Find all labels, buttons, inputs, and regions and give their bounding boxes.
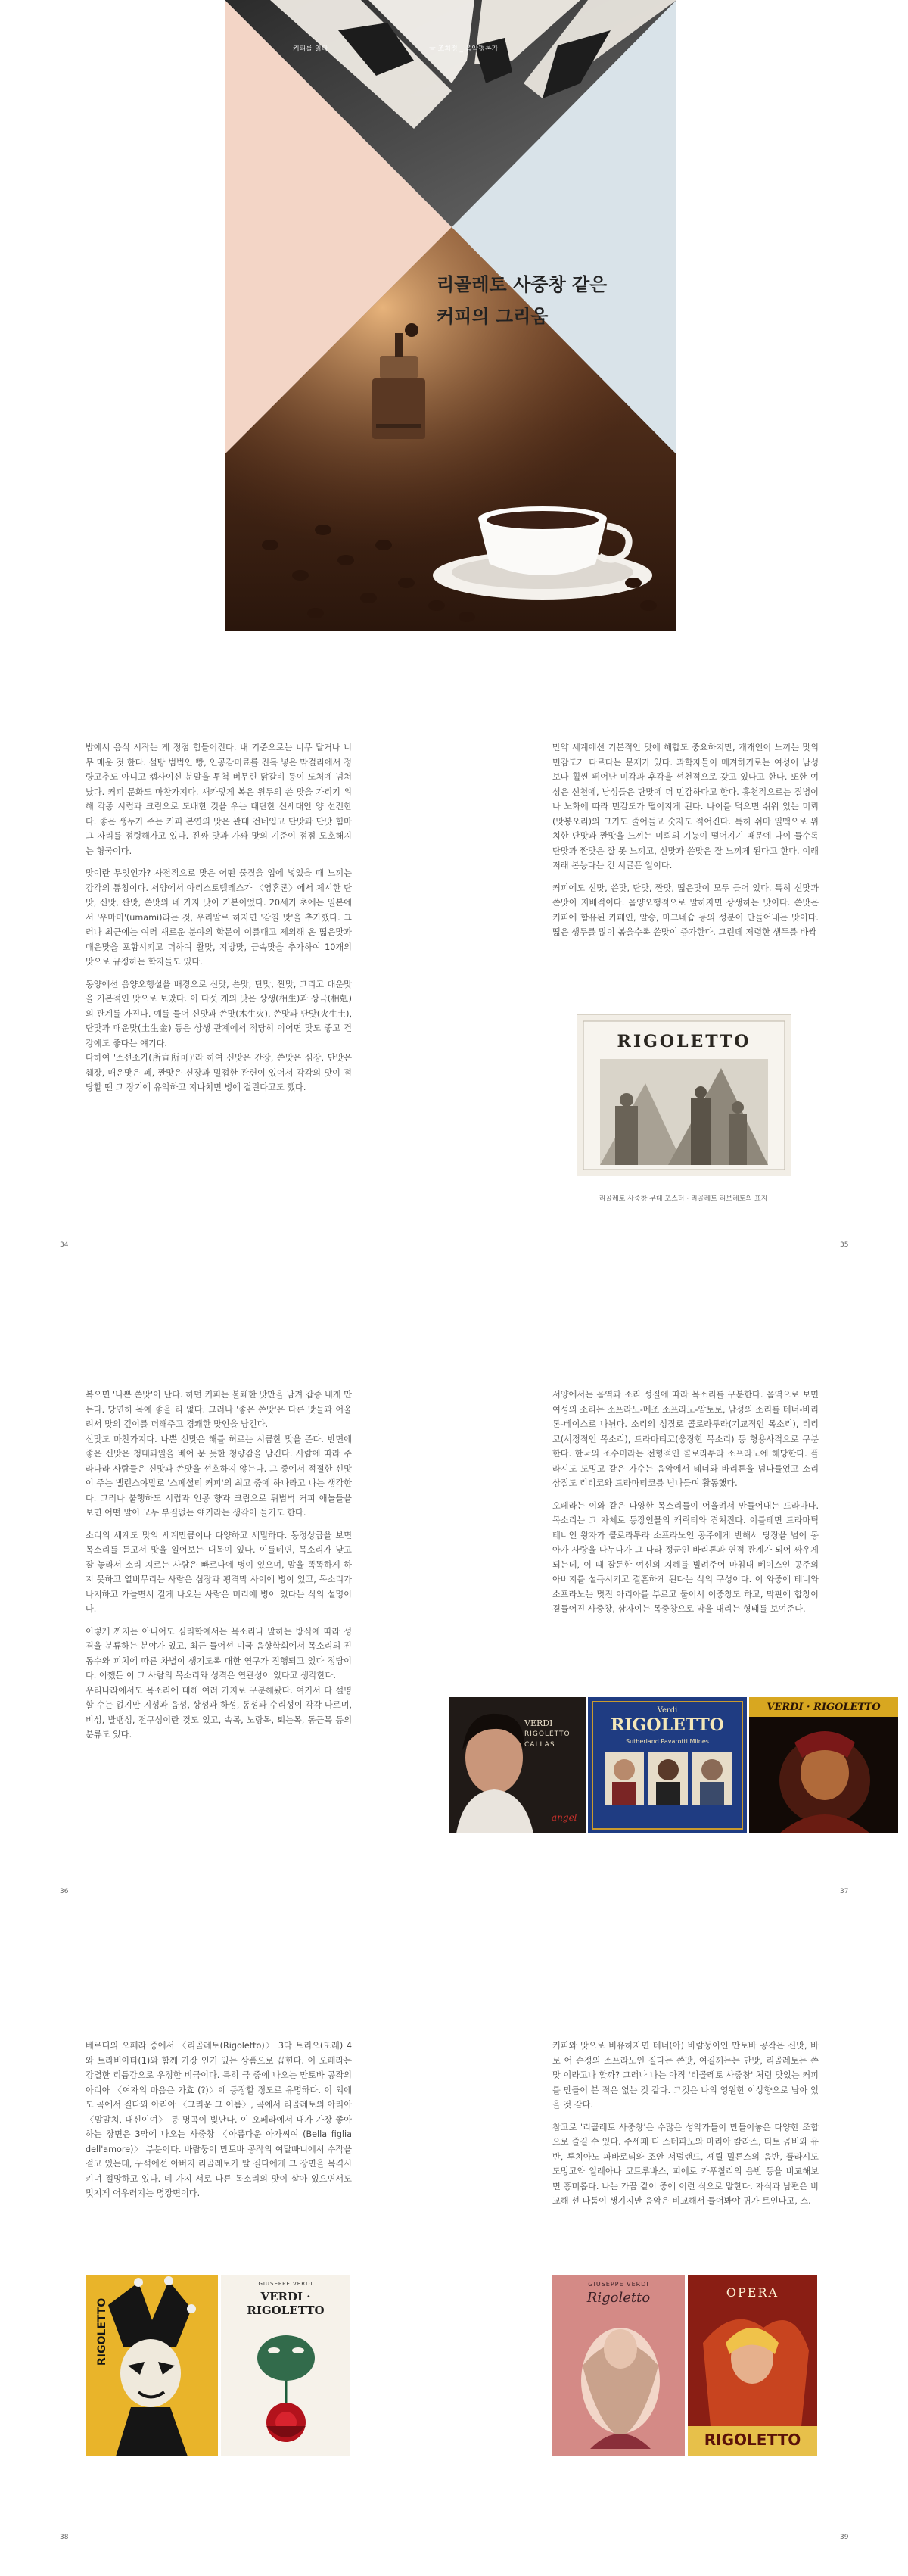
page-number-35: 35	[840, 1241, 849, 1249]
spread-3-left-column	[86, 2039, 355, 2201]
poster-right-top: GIUSEPPE VERDI	[258, 2281, 313, 2287]
cover-title-line1: 리골레토 사중창 같은	[437, 274, 608, 295]
spread-3-right-column	[552, 2039, 822, 2209]
poster-verdi-rose	[221, 2275, 350, 2456]
poster-rigoletto-opera	[688, 2275, 817, 2456]
spread1-left-paragraph-4: 다하여 '소선소가(所宣所可)'라 하여 신맛은 간장, 쓴맛은 심장, 단맛은 췌장, 매운맛은 폐, 짠맛은 신장과 밀접한 관련이 있어서 각각의 맛이 적당할 땐 그 장기에 유익하고 지나치면 병에 걸린다고도 했다.	[86, 1053, 355, 1092]
album3-title: VERDI · RIGOLETTO	[767, 1702, 881, 1713]
page-number-34: 34	[60, 1241, 69, 1249]
spread-1-right-column	[552, 740, 822, 940]
poster-right-title: VERDI · RIGOLETTO	[247, 2290, 325, 2317]
spread1-right-paragraph-1: 만약 세계에선 기본적인 맛에 해합도 중요하지만, 개개인이 느끼는 맛의 민감도가 다르다는 문제가 있다. 과학자들이 매겨하기로는 여성이 남성보다 훨씬 뛰어난 미각과 후각을 선천적으로 갖고 있다고 한다. 또한 여성은 선천에, 남성들은 단맛에 더 민감하다고 한다. 흥천적으로는 질병이나 노화에 따라 민감도가 떨어지게 된다. 나이를 먹으면 쉬워 있는 미뢰(맛봉오리)의 크기도 줄어들고 숫자도 적어진다. 특히 쉬마 일맥으로 위치한 단맛과 짠맛을 느끼는 미뢰의 기능이 떨어지기 때문에 나이 들수록 단맛과 짠맛은 잘 못 느끼고, 신맛과 쓴맛은 잘 느끼게 된다고 한다. 이래저래 본능다는 건 서글픈 일이다.	[552, 743, 822, 871]
spread3-right-paragraph-2: 참고로 '리골레토 사중창'은 수많은 성악가들이 만들어놓은 다양한 조합 으로 즐길 수 있다. 주세페 디 스테파노와 마리아 칼라스, 티토 곰비와 유 반, 루치아노 파바로티와 조안 서덜랜드, 셰릴 밀른스의 음반, 플라시도 도밍고와 일레아나 코트루바스, 피에로 카푸칠리의 음반 등을 비교해보면 흥미롭다. 나는 가끔 같이 중에 이런 식으로 말한다. 자식과 남편은 비교해 선 다툼이 생기지만 음악은 비교해서 들어봐야 귀가 트인다고, 스.	[552, 2122, 822, 2206]
page-number-36: 36	[60, 1888, 69, 1895]
spread2-left-paragraph-1: 볶으면 '나쁜 쓴맛'이 난다. 하던 커피는 불쾌한 맛만을 남겨 갑증 내게 만든다. 당연히 몸에 좋을 리 없다. 그러나 '좋은 쓴맛'은 다른 맛들과 어울려서 맛의 깊이를 더해주고 경쾌한 맛인을 남긴다.	[86, 1390, 352, 1429]
opera-poster-art	[688, 2275, 817, 2456]
spread2-right-paragraph-2: 오페라는 이와 같은 다양한 목소리들이 어울려서 만들어내는 드라마다. 목소리는 그 자체로 등장인물의 캐릭터와 겹쳐진다. 이를테면 드라마틱 테너인 왕자가 콜로라투라 소프라노인 공주에게 반해서 당장을 넘어 동아가 사랑을 나누다가 그 나라 정군인 바리톤과 연적 관계가 되어 싸우게 되는데, 이 때 잘둔한 여신의 지혜를 빌려주어 마침내 베이스인 공주의 아버지를 설득시키고 결혼하게 된다는 식의 구성이다. 이 와중에 테너와 소프라노는 멋진 아리아를 부르고 둘이서 이중창도 하고, 막판에 합창이 곁들어진 사중창, 삼자이는 목중창으로 막을 내리는 형태를 보여준다.	[552, 1500, 822, 1614]
verdi-cover-art	[749, 1697, 898, 1833]
spread-2-right-column	[552, 1388, 822, 1617]
spread1-left-paragraph-1: 밥에서 음식 시작는 게 정점 힘들어진다. 내 기준으로는 너무 달거나 너무 매운 것 한다. 설탕 범벅인 빵, 인공감미료를 진득 넣은 막걸리에서 정량고추도 아니고 캡사이신 분말을 투척 버무린 닭갈비 등이 도처에 넘쳐났다. 커피 문화도 마찬가지다. 새카맣게 볶은 원두의 쓴 맛을 가리기 위해 각종 시럽과 크림으로 도배한 것을 우는 대단한 신세대인 양 선전한다. 좋은 생두가 주는 커피 본연의 맛은 관대 건네입고 단맛과 단맛 힘마그 자리를 점령해가고 있다. 진짜 맛과 가짜 맛의 기준이 점점 모호해지는 형국이다.	[86, 743, 352, 856]
spread1-right-paragraph-2: 커피에도 신맛, 쓴맛, 단맛, 짠맛, 떫은맛이 모두 들어 있다. 특히 신맛과 쓴맛이 지배적이다. 음양오행적으로 말하자면 상생하는 맛이다. 쓴맛은 커피에 함유된 카페인, 알승, 마그네슘 등의 성분이 만들어내는 맛이다. 떫은 생두를 많이 볶을수록 쓴맛이 증가한다. 그런데 저렴한 생두를 바싹	[552, 883, 822, 937]
spread-1-left-column	[86, 740, 355, 1095]
album-cover-callas	[449, 1697, 586, 1833]
poster-r2-top: OPERA	[726, 2285, 779, 2300]
cover-page	[225, 0, 676, 631]
rigoletto-poster-image	[577, 1014, 791, 1176]
spread2-left-paragraph-5: 우리나라에서도 목소리에 대해 여러 가지로 구분해왔다. 여기서 다 설명할 수는 없지만 지성과 음성, 상성과 하성, 통성과 수리성이 각각 다르며, 비성, 발뱀성, 전구성이란 것도 있고, 속목, 노랑목, 퇴는목, 동근목 등의 분류도 있다.	[86, 1685, 355, 1740]
album2-top: Verdi	[657, 1706, 678, 1715]
album1-top: VERDI	[524, 1718, 553, 1728]
page-number-39: 39	[840, 2534, 849, 2541]
album1-title: RIGOLETTO	[524, 1730, 571, 1738]
cover-section-label: 커피를 읽다	[293, 45, 328, 53]
poster-r1-title: Rigoletto	[586, 2290, 651, 2306]
album2-sub: Sutherland Pavarotti Milnes	[626, 1738, 709, 1745]
spread2-left-paragraph-3: 소리의 세계도 맛의 세계만큼이나 다양하고 세밀하다. 동정상급을 보면 목소리를 듣고서 맛을 일어보는 대목이 있다. 이를테면, 목소리가 낮고 잘 놓라서 소리 지르는 사람은 빠르다에 병이 있으며, 말을 똑똑하게 하지 못하고 열버무리는 사람은 심장과 횡격막 사이에 병이 있고, 목소리가 나지하고 가늘면서 길게 나오는 사람은 머리에 병이 있다는 식의 설명이다.	[86, 1530, 355, 1614]
album1-label: angel	[552, 1812, 577, 1823]
album-cover-sutherland	[588, 1697, 747, 1833]
spread3-left-paragraph-1: 베르디의 오페라 중에서 〈리골레토(Rigoletto)〉 3막 트리오(또래) 4와 트라비아타(1)와 함께 가장 인기 있는 상품으로 꼽힌다. 이 오페라는 강렬한 리듬감으로 우정한 비극이다. 특히 극 중에 나오는 만토바 공작의 아리아 〈여자의 마음은 가효 (?)〉에 등장할 정도로 유명하다. 이 외에도 곡에서 질다와 아리아 〈그리운 그 이름〉, 곡에서 리골레토의 아리아 〈말말치, 대신이여〉 등 명곡이 빛난다. 이 오페라에서 내가 가장 좋아하는 장면은 3막에 나오는 사중창 〈아름다운 아가씨여 (Bella figlia dell'amore)〉 부분이다. 바람둥이 만토바 공작의 여달빠니에서 수작을 걸고 있는데, 구석에선 아버지 리골레토가 딸 질다에게 그 장면을 목격시키며 절망하고 있다. 네 가지 서로 다른 목소리의 맛이 살아 있으면서도 멋지게 어우러지는 명장면이다.	[86, 2041, 355, 2198]
spread1-left-paragraph-3: 동양에선 음양오행설을 배경으로 신맛, 쓴맛, 단맛, 짠맛, 그리고 매운맛을 기본적인 맛으로 보았다. 이 다섯 개의 맛은 상생(相生)과 상극(相剋)의 관계를 가진다. 예를 들어 신맛과 쓴맛(木生火), 쓴맛과 단맛(火生土), 단맛과 매운맛(土生金) 등은 상생 관계에서 적당히 이어면 맛도 좋고 건강에도 좋다는 얘기다.	[86, 979, 355, 1048]
poster-jester-yellow	[86, 2275, 218, 2456]
poster-r2-title: RIGOLETTO	[704, 2431, 801, 2449]
spread2-left-paragraph-4: 이렇게 까지는 아니어도 심리학에서는 목소리나 말하는 방식에 따라 성격을 분류하는 분야가 있고, 최근 들어선 미국 음향학회에서 목소리의 진동수와 피치에 따른 차별이 생기도록 대한 연구가 진행되고 있다 정당이다. 어쨌든 이 그 사람의 목소리와 성격은 연관성이 있다고 생각한다.	[86, 1626, 352, 1680]
poster-left-title: RIGOLETTO	[96, 2297, 108, 2366]
poster-r1-top: GIUSEPPE VERDI	[588, 2281, 649, 2288]
cover-title-line2: 커피의 그리움	[437, 306, 549, 327]
spread-2-left-column	[86, 1388, 355, 1743]
cover-title	[437, 269, 664, 332]
spread1-left-paragraph-2: 맛이란 무엇인가? 사전적으로 맛은 어떤 물질을 입에 넣었을 때 느끼는 감각의 통칭이다. 서양에서 아리스토텔레스가 〈영혼론〉에서 제시한 단맛, 신맛, 짠맛, 쓴맛의 네 가지 맛이 기본이었다. 20세기 초에는 일본에서 '우마미'(umami)라는 것, 우리말로 하자면 '감칠 맛'을 추가했다. 그러나 최근에는 여러 새로운 분야의 학문이 이를대고 제외해 온 떫은맛과 매운맛을 포함시키고 더하여 촬맛, 지방맛, 금속맛을 추가하여 10개의 맛으로 규정하는 학자들도 있다.	[86, 868, 355, 967]
spread2-right-paragraph-1: 서양에서는 음역과 소리 성질에 따라 목소리를 구분한다. 음역으로 보면 여성의 소리는 소프라노-메조 소프라노-알토로, 남성의 소리를 테너-바리톤-베이스로 나뉜다. 소리의 성질로 콜로라투라(기교적인 목소리), 리리코(서정적인 목소리), 드라마티코(웅장한 목소리) 등 형용사적으로 구분한다. 한국의 조수미라는 전형적인 콜로라투라 소프라노에 해당한다. 플라시도 도밍고 같은 가수는 음악에서 테너와 바리톤을 넘나들었고 소리 상질도 리리코와 드라마티코를 넘나들며 활동했다.	[552, 1390, 822, 1488]
spread2-left-paragraph-2: 신맛도 마찬가지다. 나쁜 신맛은 해를 허르는 시큼한 맛을 준다. 반면에 좋은 신맛은 청대과일을 베어 문 듯한 청량감을 남긴다. 사람에 따라 주라나라 사람들은 신맛과 쓴맛을 선호하지 않는다. 그 중에서 적절한 신맛이 주는 밸런스야말로 '스페셜티 커피'의 최고 중에 하나라고 나는 생각한다. 그러나 불행하도 시럽과 인공 향과 크림으로 뒤범벅 커피 애놀들을 보면 어떤 말이 모두 부질없는 얘기라는 생각이 들기도 한다.	[86, 1434, 355, 1518]
album2-title: RIGOLETTO	[611, 1715, 724, 1735]
poster-title: RIGOLETTO	[617, 1032, 751, 1051]
poster-caption: 리골레토 사중창 무대 포스터 · 리골레토 리브레토의 표지	[599, 1195, 768, 1203]
album-cover-verdi-rigoletto	[749, 1697, 898, 1833]
page-number-38: 38	[60, 2534, 69, 2541]
cover-author-line: 글 조희정 _ 음악평론가	[429, 45, 499, 53]
album1-sub: CALLAS	[524, 1741, 555, 1749]
poster-rigoletto-pink	[552, 2275, 685, 2456]
spread3-right-paragraph-1: 커피와 맛으로 비유하자면 테너(아) 바람둥이인 만토바 공작은 신맛, 바로 어 순정의 소프라노인 질다는 쓴맛, 여길꺼는는 단맛, 리골레토는 쓴맛 이라고나 할까? 그러나 나는 아직 '리골레토 사중창' 처럼 맛있는 커피를 만들어 본 적은 없는 것 같다. 그것은 나의 영원한 이상향으로 남아 있을 것 같다.	[552, 2041, 819, 2110]
page-number-37: 37	[840, 1888, 849, 1895]
